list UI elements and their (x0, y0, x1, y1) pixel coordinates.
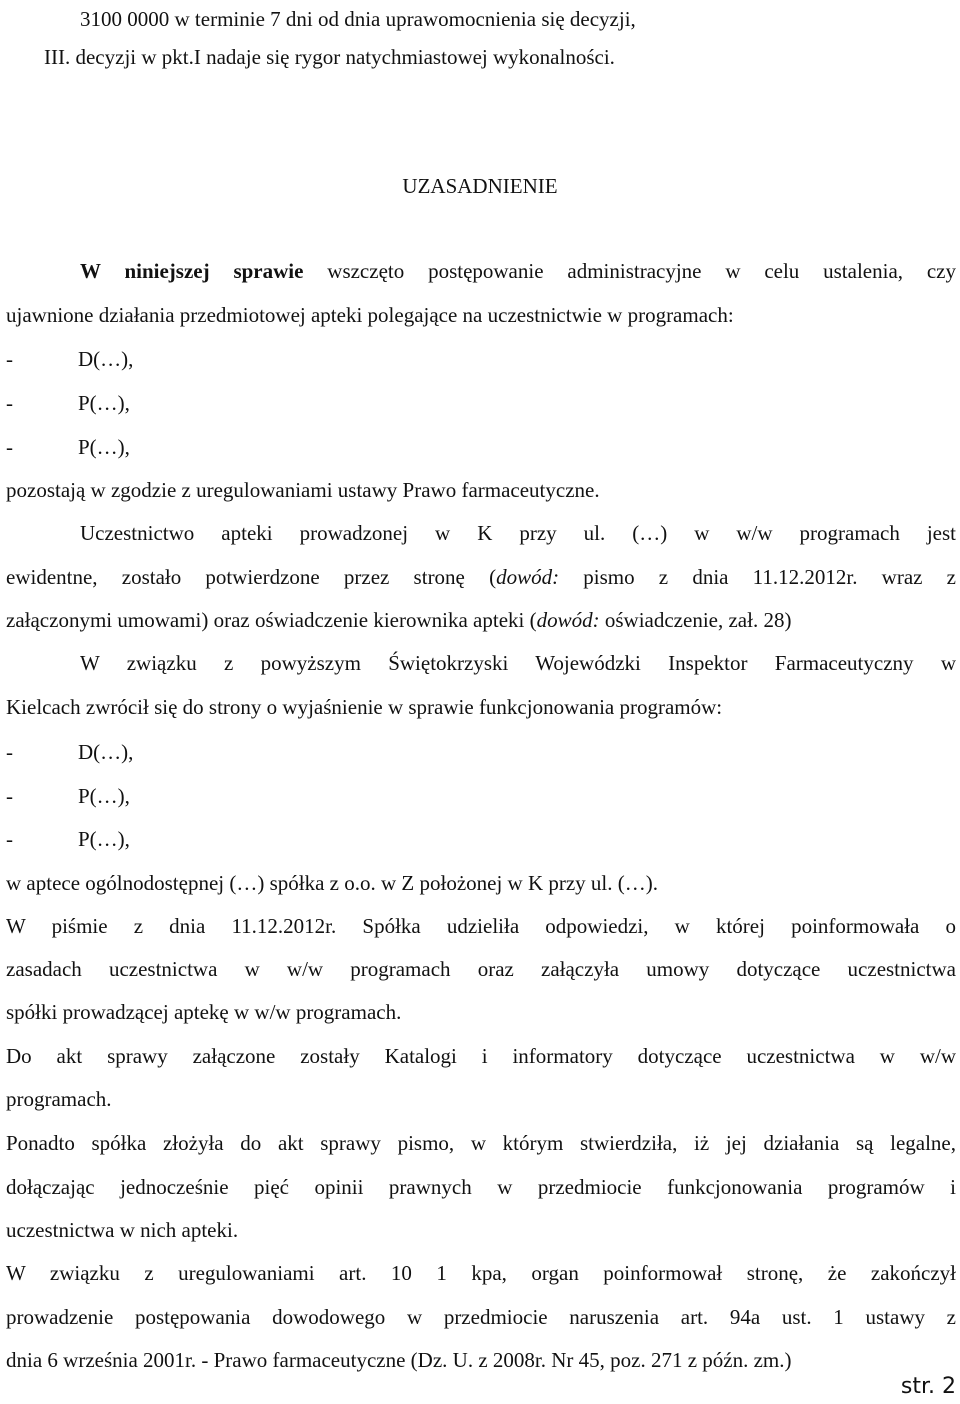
para3-line2-a: ewidentne, zostało potwierdzone przez stronę ( (6, 565, 497, 589)
para8-line-3: uczestnictwa w nich apteki. (6, 1218, 239, 1242)
para1-line-1 (80, 258, 956, 284)
para4-line-1: W związku z powyższym Świętokrzyski Wojewódzki Inspektor Farmaceutyczny w (80, 651, 956, 675)
section-heading: UZASADNIENIE (402, 174, 558, 198)
list2-item (6, 783, 130, 809)
para7-line-1: Do akt sprawy załączone zostały Katalogi i informatory dotyczące uczestnictwa w w/w (6, 1044, 956, 1068)
para6-line-3: spółki prowadzącej aptekę w w/w programach. (6, 1000, 402, 1024)
list-dash: - (6, 827, 13, 851)
intro-line-2: III. decyzji w pkt.I nadaje się rygor natychmiastowej wykonalności. (44, 45, 615, 69)
list2-item (6, 826, 130, 852)
para1-lead: W niniejszej sprawie (80, 259, 304, 283)
list1-item (6, 434, 130, 460)
list-item-text: P(…), (78, 827, 130, 851)
list-item-text: P(…), (78, 435, 130, 459)
para5-line: w aptece ogólnodostępnej (…) spółka z o.o. w Z położonej w K przy ul. (…). (6, 871, 659, 895)
para9-line-3: dnia 6 września 2001r. - Prawo farmaceutyczne (Dz. U. z 2008r. Nr 45, poz. 271 z późn. zm.) (6, 1348, 792, 1372)
para9-line-1: W związku z uregulowaniami art. 10 1 kpa, organ poinformował stronę, że zakończył (6, 1261, 956, 1285)
page-number: str. 2 (900, 1374, 956, 1399)
list-item-text: P(…), (78, 784, 130, 808)
para6-line-1: W piśmie z dnia 11.12.2012r. Spółka udzieliła odpowiedzi, w której poinformowała o (6, 914, 956, 938)
para2-line: pozostają w zgodzie z uregulowaniami ustawy Prawo farmaceutyczne. (6, 478, 600, 502)
list-item-text: D(…), (78, 347, 134, 371)
para3-line-3 (6, 607, 956, 633)
list-dash: - (6, 784, 13, 808)
para3-line3-italic: dowód: (536, 608, 600, 632)
para3-line2-b: pismo z dnia 11.12.2012r. wraz z (559, 565, 956, 589)
para7-line-2: programach. (6, 1087, 112, 1111)
para8-line-1: Ponadto spółka złożyła do akt sprawy pismo, w którym stwierdziła, iż jej działania są legalne, (6, 1131, 956, 1155)
list2-item (6, 739, 133, 765)
list-dash: - (6, 347, 13, 371)
list-item-text: P(…), (78, 391, 130, 415)
para9-line-2: prowadzenie postępowania dowodowego w przedmiocie naruszenia art. 94a ust. 1 ustawy z (6, 1305, 956, 1329)
list1-item (6, 390, 130, 416)
list-dash: - (6, 740, 13, 764)
list1-item (6, 346, 133, 372)
para3-line-1: Uczestnictwo apteki prowadzonej w K przy ul. (…) w w/w programach jest (80, 521, 956, 545)
intro-line-1: 3100 0000 w terminie 7 dni od dnia uprawomocnienia się decyzji, (80, 7, 636, 31)
para3-line-2 (6, 564, 956, 590)
para1-line-2: ujawnione działania przedmiotowej apteki polegające na uczestnictwie w programach: (6, 303, 734, 327)
list-dash: - (6, 391, 13, 415)
para6-line-2: zasadach uczestnictwa w w/w programach oraz załączyła umowy dotyczące uczestnictwa (6, 957, 956, 981)
para8-line-2: dołączając jednocześnie pięć opinii prawnych w przedmiocie funkcjonowania programów i (6, 1175, 956, 1199)
para3-line3-a: załączonymi umowami) oraz oświadczenie kierownika apteki ( (6, 608, 537, 632)
para4-line-2: Kielcach zwrócił się do strony o wyjaśnienie w sprawie funkcjonowania programów: (6, 695, 723, 719)
para1-line1-rest: wszczęto postępowanie administracyjne w celu ustalenia, czy (303, 259, 957, 283)
para3-line3-b: oświadczenie, zał. 28) (599, 608, 792, 632)
para3-line2-italic: dowód: (496, 565, 560, 589)
list-item-text: D(…), (78, 740, 134, 764)
list-dash: - (6, 435, 13, 459)
